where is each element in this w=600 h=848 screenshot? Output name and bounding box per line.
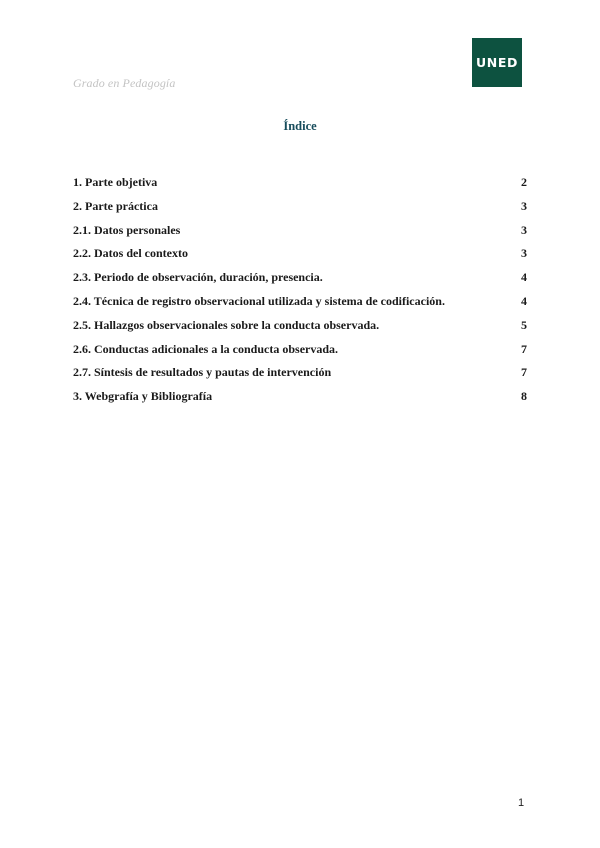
toc-entry-label: 2.4. Técnica de registro observacional utilizada y sistema de codificación. [73,293,445,308]
page-number: 1 [518,797,525,809]
toc-entry-page: 3 [521,222,527,237]
logo-text: UNED [476,55,518,70]
toc-entry[interactable] [73,294,527,318]
toc-entry[interactable] [73,342,527,366]
toc-entry-page: 3 [521,246,527,261]
toc-entry[interactable] [73,223,527,247]
table-of-contents [73,175,527,413]
toc-entry[interactable] [73,199,527,223]
toc-entry-label: 3. Webgrafía y Bibliografía [73,389,213,404]
toc-entry[interactable] [73,318,527,342]
toc-entry[interactable] [73,389,527,413]
toc-entry-page: 4 [521,270,527,285]
toc-entry[interactable] [73,365,527,389]
toc-title: Índice [283,119,317,133]
toc-entry-page: 7 [521,341,527,356]
toc-entry-page: 3 [521,198,527,213]
toc-entry-label: 2.3. Periodo de observación, duración, presencia. [73,270,323,285]
uned-logo [472,38,522,87]
toc-entry-page: 2 [521,175,527,189]
toc-entry-page: 5 [521,317,527,332]
toc-entry-page: 8 [521,389,527,404]
toc-entry[interactable] [73,246,527,270]
toc-entry-page: 7 [521,365,527,380]
toc-entry-label: 2.1. Datos personales [73,222,181,237]
header-subtitle: Grado en Pedagogía [73,76,176,90]
toc-entry-label: 2.2. Datos del contexto [73,246,188,261]
toc-entry-label: 2.5. Hallazgos observacionales sobre la conducta observada. [73,317,380,332]
toc-entry-label: 1. Parte objetiva [73,175,158,189]
toc-entry-label: 2.6. Conductas adicionales a la conducta observada. [73,341,339,356]
toc-entry-label: 2. Parte práctica [73,198,158,213]
toc-entry-label: 2.7. Síntesis de resultados y pautas de intervención [73,365,332,380]
toc-entry-page: 4 [521,293,527,308]
toc-entry[interactable] [73,175,527,199]
toc-entry[interactable] [73,270,527,294]
